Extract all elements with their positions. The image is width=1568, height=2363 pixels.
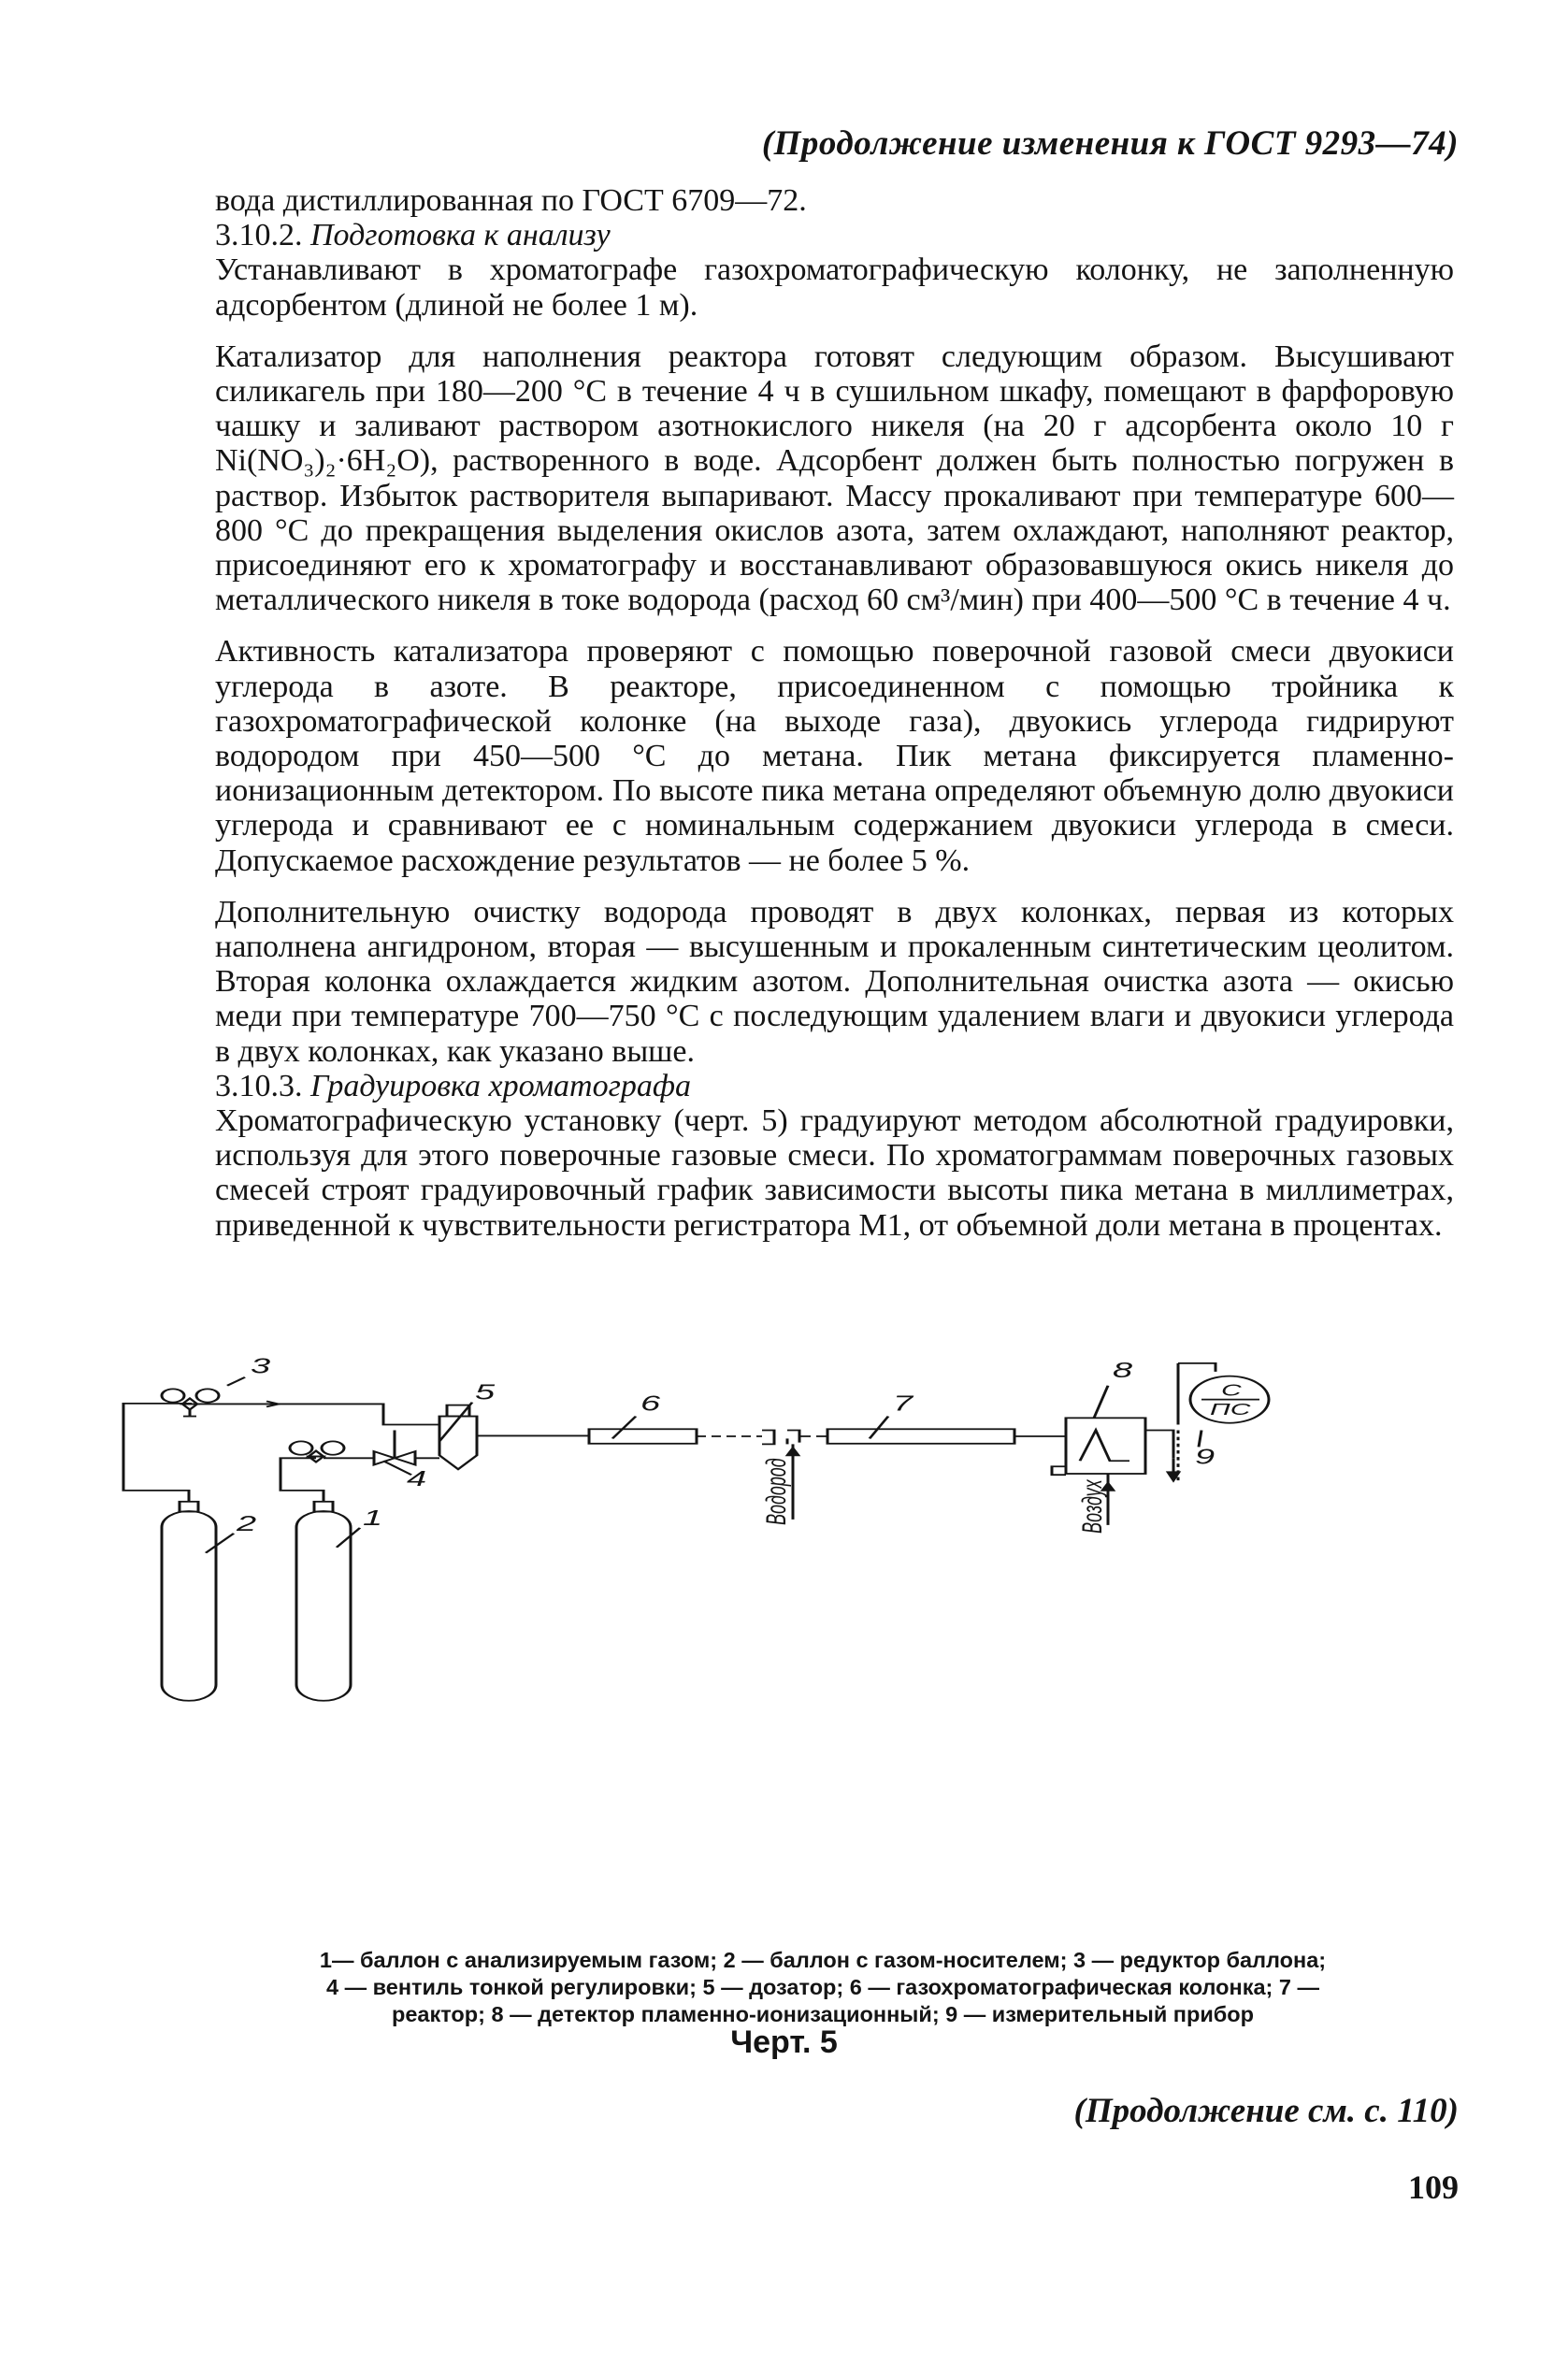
paragraph-column-setup: Устанавливают в хроматографе газохроматографическую колонку, не заполненную адсорбентом (длиной не более 1 м). <box>215 252 1454 323</box>
label-1: 1 <box>363 1506 383 1530</box>
page-number: 109 <box>1408 2168 1459 2206</box>
meter-label-bottom: ПС <box>1210 1400 1251 1419</box>
section-heading-3-10-3 <box>215 1069 1454 1103</box>
section-title: Градуировка хроматографа <box>310 1068 692 1103</box>
label-3: 3 <box>251 1354 271 1378</box>
paragraph-catalyst: Катализатор для наполнения реактора готовят следующим образом. Высушивают силикагель при 180—200 °С в течение 4 ч в сушильном шкафу, помещают в фарфоровую чашку и заливают раствором азотнокислого никеля (на 20 г адсорбента около 10 г Ni(NO₃)₂·6H₂O), растворенного в воде. Адсорбент должен быть полностью погружен в раствор. Избыток растворителя выпаривают. Массу прокаливают при температуре 600—800 °С до прекращения выделения окислов азота, затем охлаждают, наполняют реактор, присоединяют его к хроматографу и восстанавливают образовавшуюся окись никеля до металлического никеля в токе водорода (расход 60 см³/мин) при 400—500 °С в течение 4 ч. <box>215 339 1454 618</box>
label-9: 9 <box>1195 1444 1216 1469</box>
column-6-shape <box>589 1429 697 1444</box>
figure-name: Черт. 5 <box>730 2024 838 2060</box>
paragraph-calibration: Хроматографическую установку (черт. 5) градуируют методом абсолютной градуировки, используя для этого поверочные газовые смеси. По хроматограммам поверочных газовых смесей строят градуировочный график зависимости высоты пика метана в миллиметрах, приведенной к чувствительности регистратора М1, от объемной доли метана в процентах. <box>215 1103 1454 1243</box>
paragraph-activity: Активность катализатора проверяют с помощью поверочной газовой смеси двуокиси углерода в азоте. В реакторе, присоединенном с помощью тройника к газохроматографической колонке (на выходе газа), двуокись углерода гидрируют водородом при 450—500 °С до метана. Пик метана фиксируется пламенно-ионизационным детектором. По высоте пика метана определяют объемную долю двуокиси углерода и сравнивают ее с номинальным содержанием двуокиси углерода в смеси. Допускаемое расхождение результатов — не более 5 %. <box>215 634 1454 878</box>
section-number: 3.10.3. <box>215 1068 303 1103</box>
section-heading-3-10-2 <box>215 218 1454 252</box>
label-air: Воздух <box>1077 1479 1109 1534</box>
dozator-5-shape <box>439 1417 477 1470</box>
label-5: 5 <box>475 1380 496 1405</box>
figure-caption <box>196 1947 1449 2028</box>
paragraph-water: вода дистиллированная по ГОСТ 6709—72. <box>215 183 807 218</box>
label-hydrogen: Водород <box>761 1458 793 1525</box>
caption-line-3: реактор; 8 — детектор пламенно-ионизационный; 9 — измерительный прибор <box>391 2002 1255 2026</box>
caption-line-2: 4 — вентиль тонкой регулировки; 5 — дозатор; 6 — газохроматографическая колонка; 7 — <box>325 1975 1320 1999</box>
meter-label-top: С <box>1221 1381 1242 1400</box>
label-8: 8 <box>1113 1358 1133 1382</box>
paragraph-purification: Дополнительную очистку водорода проводят в двух колонках, первая из которых наполнена ангидроном, вторая — высушенным и прокаленным синтетическим цеолитом. Вторая колонка охлаждается жидким азотом. Дополнительная очистка азота — окисью меди при температуре 700—750 °С с последующим удалением влаги и двуокиси углерода в двух колонках, как указано выше. <box>215 894 1454 1069</box>
label-2: 2 <box>237 1511 257 1535</box>
cylinder-1-shape <box>296 1511 351 1701</box>
label-7: 7 <box>893 1391 913 1416</box>
setup-diagram <box>103 1347 1477 1982</box>
section-title: Подготовка к анализу <box>310 218 611 253</box>
continuation-note: (Продолжение см. с. 110) <box>1073 2092 1459 2130</box>
cylinder-2-shape <box>162 1511 216 1701</box>
running-header: (Продолжение изменения к ГОСТ 9293—74) <box>761 124 1459 163</box>
label-6: 6 <box>640 1391 661 1416</box>
detector-8-shape <box>1066 1418 1145 1474</box>
body-text <box>215 183 1454 1243</box>
label-4: 4 <box>407 1466 427 1491</box>
caption-line-1: 1— баллон с анализируемым газом; 2 — баллон с газом-носителем; 3 — редуктор баллона; <box>319 1948 1327 1972</box>
reactor-7-shape <box>827 1429 1014 1444</box>
section-number: 3.10.2. <box>215 218 303 253</box>
